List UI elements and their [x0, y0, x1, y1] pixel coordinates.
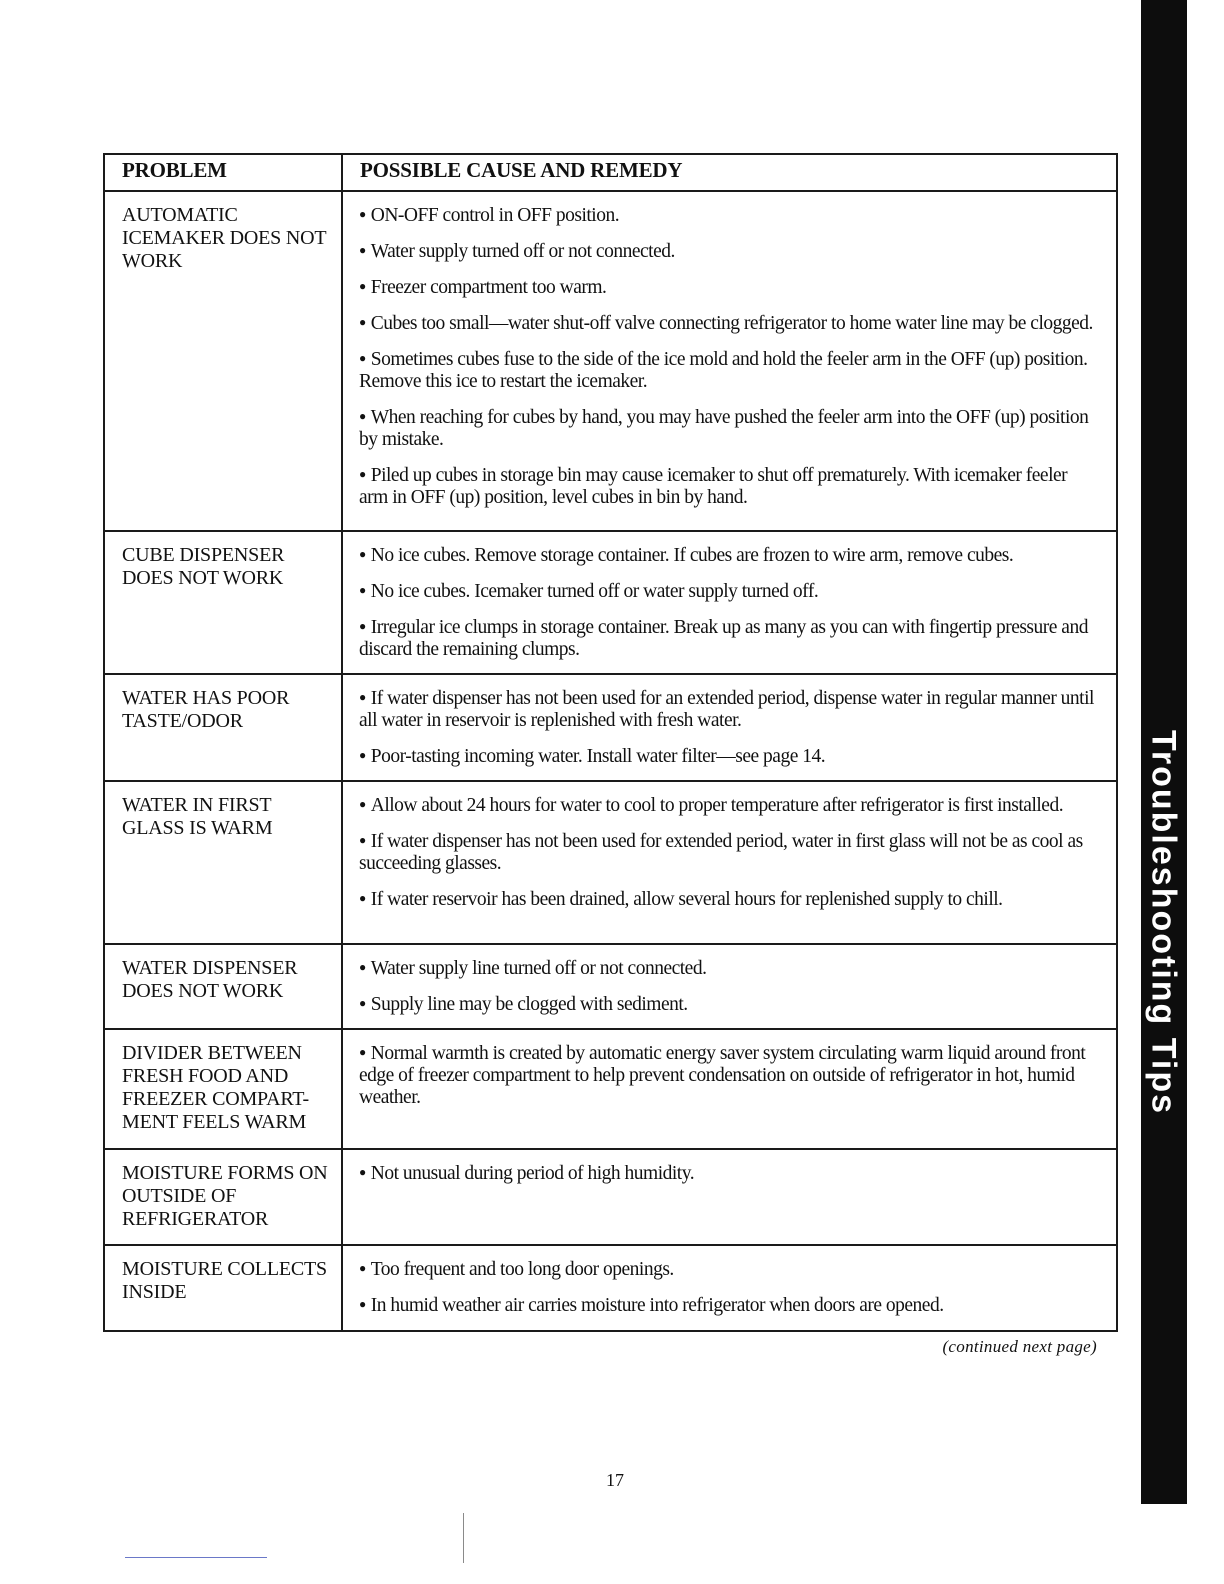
remedy-text: Irregular ice clumps in storage container. Break up as many as you can with fingertip pressure and discard the remaining clumps. [359, 617, 1088, 660]
remedy-cell [342, 781, 1117, 944]
table-header [104, 154, 1117, 191]
remedy-cell [342, 531, 1117, 674]
header-problem: PROBLEM [104, 154, 342, 191]
remedy-cell [342, 1245, 1117, 1331]
remedy-cell [342, 1149, 1117, 1245]
table-row [104, 674, 1117, 781]
bullet-icon: ● [359, 1261, 366, 1275]
bullet-icon: ● [359, 207, 366, 221]
bullet-icon: ● [359, 797, 366, 811]
table-row [104, 191, 1117, 531]
remedy-text: When reaching for cubes by hand, you may have pushed the feeler arm into the OFF (up) position by mistake. [359, 407, 1089, 450]
remedy-item [359, 793, 1098, 817]
remedy-item [359, 686, 1098, 732]
remedy-cell [342, 944, 1117, 1029]
remedy-item [359, 744, 1098, 768]
header-row [104, 154, 1117, 191]
bullet-icon: ● [359, 351, 366, 365]
table-row [104, 1149, 1117, 1245]
remedy-text: Piled up cubes in storage bin may cause icemaker to shut off prematurely. With icemaker feeler arm in OFF (up) position, level cubes in bin by hand. [359, 465, 1068, 508]
problem-cell: MOISTURE COLLECTS INSIDE [104, 1245, 342, 1331]
remedy-item [359, 275, 1098, 299]
remedy-item [359, 956, 1098, 980]
problem-cell: DIVIDER BETWEEN FRESH FOOD AND FREEZER COMPART-MENT FEELS WARM [104, 1029, 342, 1149]
troubleshooting-table [103, 153, 1118, 1332]
remedy-item [359, 1293, 1098, 1317]
remedy-item [359, 405, 1098, 451]
table-row [104, 531, 1117, 674]
bullet-icon: ● [359, 1165, 366, 1179]
remedy-text: Normal warmth is created by automatic energy saver system circulating warm liquid around front edge of freezer compartment to help prevent condensation on outside of refrigerator in hot, humid weather. [359, 1043, 1086, 1108]
table-row [104, 944, 1117, 1029]
remedy-text: Allow about 24 hours for water to cool to proper temperature after refrigerator is first installed. [370, 795, 1064, 816]
remedy-text: Too frequent and too long door openings. [370, 1259, 674, 1280]
side-tab [1141, 0, 1187, 1504]
remedy-text: Water supply line turned off or not connected. [370, 958, 707, 979]
remedy-item [359, 239, 1098, 263]
bullet-icon: ● [359, 315, 366, 329]
bullet-icon: ● [359, 1045, 366, 1059]
remedy-text: In humid weather air carries moisture into refrigerator when doors are opened. [370, 1295, 944, 1316]
remedy-item [359, 579, 1098, 603]
bullet-icon: ● [359, 243, 366, 257]
header-remedy: POSSIBLE CAUSE AND REMEDY [342, 154, 1117, 191]
remedy-item [359, 543, 1098, 567]
problem-cell: MOISTURE FORMS ON OUTSIDE OF REFRIGERATOR [104, 1149, 342, 1245]
continued-note: (continued next page) [942, 1337, 1097, 1356]
table-row [104, 781, 1117, 944]
bullet-icon: ● [359, 1297, 366, 1311]
remedy-text: Sometimes cubes fuse to the side of the ice mold and hold the feeler arm in the OFF (up) position. Remove this ice to restart the icemaker. [359, 349, 1088, 392]
remedy-text: No ice cubes. Icemaker turned off or water supply turned off. [370, 581, 819, 602]
bullet-icon: ● [359, 279, 366, 293]
remedy-cell [342, 674, 1117, 781]
remedy-text: Cubes too small—water shut-off valve connecting refrigerator to home water line may be clogged. [370, 313, 1093, 334]
remedy-item [359, 887, 1098, 911]
remedy-text: Water supply turned off or not connected. [370, 241, 675, 262]
remedy-cell [342, 191, 1117, 531]
remedy-item [359, 1161, 1098, 1185]
table-row [104, 1029, 1117, 1149]
side-tab-label: Troubleshooting Tips [1144, 730, 1183, 1116]
bullet-icon: ● [359, 619, 366, 633]
remedy-item [359, 829, 1098, 875]
problem-cell: CUBE DISPENSER DOES NOT WORK [104, 531, 342, 674]
remedy-cell [342, 1029, 1117, 1149]
remedy-item [359, 463, 1098, 509]
binding-mark [463, 1513, 464, 1563]
remedy-item [359, 615, 1098, 661]
problem-cell: WATER IN FIRST GLASS IS WARM [104, 781, 342, 944]
bullet-icon: ● [359, 960, 366, 974]
remedy-text: If water dispenser has not been used for an extended period, dispense water in regular manner until all water in reservoir is replenished with fresh water. [359, 688, 1094, 731]
remedy-item [359, 347, 1098, 393]
bullet-icon: ● [359, 891, 366, 905]
bullet-icon: ● [359, 833, 366, 847]
remedy-text: Freezer compartment too warm. [370, 277, 607, 298]
bullet-icon: ● [359, 996, 366, 1010]
remedy-item [359, 992, 1098, 1016]
bullet-icon: ● [359, 583, 366, 597]
bullet-icon: ● [359, 409, 366, 423]
remedy-text: Poor-tasting incoming water. Install water filter—see page 14. [370, 746, 826, 767]
problem-cell: AUTOMATIC ICEMAKER DOES NOT WORK [104, 191, 342, 531]
remedy-text: If water dispenser has not been used for extended period, water in first glass will not be as cool as succeeding glasses. [359, 831, 1083, 874]
bottom-rule [125, 1557, 267, 1558]
bullet-icon: ● [359, 547, 366, 561]
remedy-item [359, 203, 1098, 227]
table-row [104, 1245, 1117, 1331]
page-number: 17 [606, 1470, 624, 1490]
problem-cell: WATER DISPENSER DOES NOT WORK [104, 944, 342, 1029]
remedy-text: No ice cubes. Remove storage container. If cubes are frozen to wire arm, remove cubes. [370, 545, 1014, 566]
bullet-icon: ● [359, 748, 366, 762]
remedy-item [359, 1041, 1098, 1109]
remedy-item [359, 1257, 1098, 1281]
remedy-text: If water reservoir has been drained, allow several hours for replenished supply to chill. [370, 889, 1003, 910]
remedy-text: Not unusual during period of high humidity. [370, 1163, 695, 1184]
remedy-item [359, 311, 1098, 335]
remedy-text: Supply line may be clogged with sediment. [370, 994, 688, 1015]
remedy-text: ON-OFF control in OFF position. [370, 205, 620, 226]
table-body [104, 191, 1117, 1331]
problem-cell: WATER HAS POOR TASTE/ODOR [104, 674, 342, 781]
bullet-icon: ● [359, 467, 366, 481]
bullet-icon: ● [359, 690, 366, 704]
